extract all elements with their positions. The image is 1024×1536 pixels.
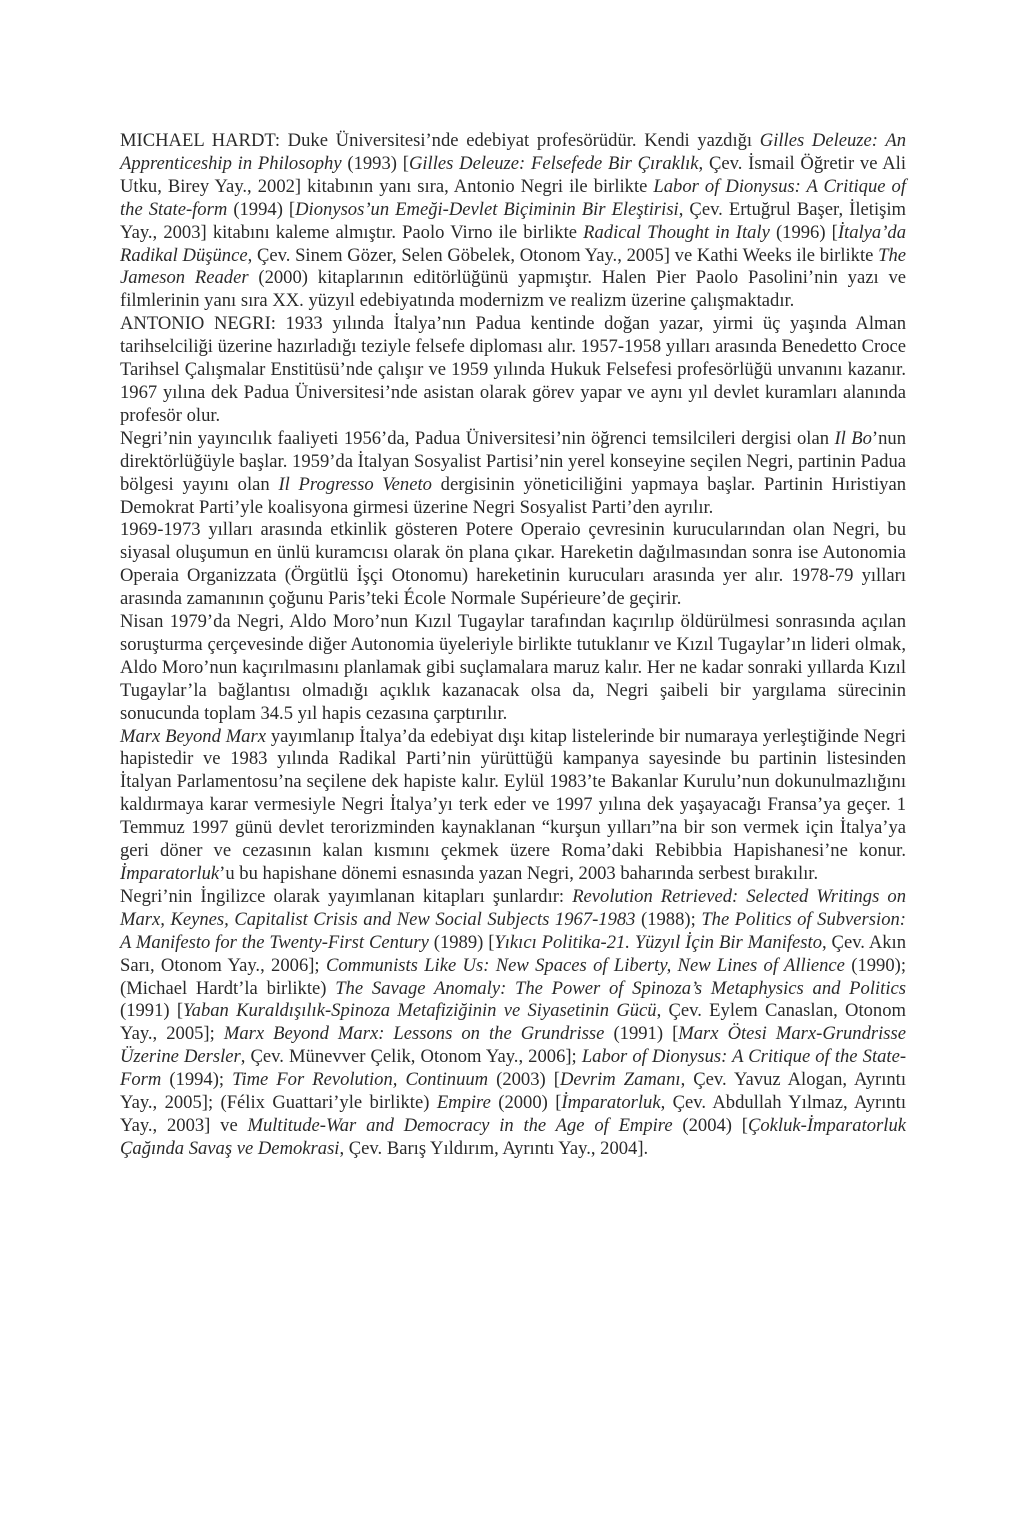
text-run: (1990); (Michael Hardt’la birlikte) [120,954,907,999]
text-run: (2000) [ [490,1092,562,1114]
text-run: (1989) [ [428,931,495,953]
italic-title: Il Progresso Veneto [278,473,432,495]
text-run: (2000) kitaplarının editörlüğünü yapmıştır. Halen Pier Paolo Pasolini’nin yazı ve filmlerinin yanı sıra XX. yüzyıl edebiyatında modernizm ve realizm üzerine çalışmaktadır. [120,267,906,312]
italic-title: Time For Revolution, Continuum [232,1069,489,1091]
text-run: (1988); [635,908,702,930]
italic-title: Gilles Deleuze: An Apprenticeship in Philosophy [120,130,906,174]
italic-title: Yıkıcı Politika-21. Yüzyıl İçin Bir Manifesto [494,931,823,953]
text-run: , Çev. İsmail Öğretir ve Ali Utku, Birey Yay., 2002] kitabının yanı sıra, Antonio Negri ile birlikte [120,152,906,197]
text-run: , Çev. Sinem Gözer, Selen Göbelek, Otonom Yay., 2005] ve Kathi Weeks ile birlikte [247,244,879,266]
text-run: (2003) [ [488,1069,560,1091]
text-run: , Çev. Yavuz Alogan, Ayrıntı Yay., 2005]; (Félix Guattari’yle birlikte) [120,1069,907,1114]
italic-title: Yaban Kuraldışılık-Spinoza Metafiziğinin ve Siyasetinin Gücü [183,1000,657,1022]
paragraph [120,130,906,313]
text-run: (1994) [ [227,198,296,220]
text-run: , Çev. Ertuğrul Başer, İletişim Yay., 2003] kitabını kaleme almıştır. Paolo Virno ile birlikte [120,198,906,243]
text-run: , Çev. Münevver Çelik, Otonom Yay., 2006]; [240,1046,582,1068]
text-run: Negri’nin yayıncılık faaliyeti 1956’da, Padua Üniversitesi’nin öğrenci temsilcileri dergisi olan [120,427,835,449]
text-run: ’nun direktörlüğüyle başlar. 1959’da İtalyan Sosyalist Partisi’nin yerel konseyine seçilen Negri, partinin Padua bölgesi yayını olan [120,427,906,495]
text-run: (1996) [ [769,221,838,243]
text-run: ANTONIO NEGRI: 1933 yılında İtalya’nın Padua kentinde doğan yazar, yirmi üç yaşında Alman tarihselciliği üzerine hazırladığı teziyle felsefe diploması alır. 1957-1958 yılları arasında Benedetto Croce Tarihsel Çalışmalar Enstitüsü’nde çalışır ve 1959 yılında Hukuk Felsefesi profesörlüğü unvanını kazanır. 1967 yılına dek Padua Üniversitesi’nde asistan olarak görev yapar ve aynı yıl devlet kuramları alanında profesör olur. [120,313,906,426]
italic-title: Communists Like Us: New Spaces of Liberty, New Lines of Allience [325,954,845,976]
text-run: Nisan 1979’da Negri, Aldo Moro’nun Kızıl Tugaylar tarafından kaçırılıp öldürülmesi sonrasında açılan soruşturma çerçevesinde diğer Autonomia üyeleriyle birlikte tutuklanır ve Kızıl Tugaylar’ın lideri olmak, Aldo Moro’nun kaçırılmasını planlamak gibi suçlamalara maruz kalır. Her ne kadar sonraki yıllarda Kızıl Tugaylar’la bağlantısı olmadığı açıklık kazanacak olsa da, Negri şaibeli bir yargılama sürecinin sonucunda toplam 34.5 yıl hapis cezasına çarptırılır. [120,611,906,724]
text-run: (1994); [161,1069,233,1091]
text-run: (1991) [ [120,1000,184,1022]
paragraph [120,519,906,611]
text-run: yayımlanıp İtalya’da edebiyat dışı kitap listelerinde bir numaraya yerleştiğinde Negri hapistedir ve 1983 yılında Radikal Parti’nin yürüttüğü kampanya sayesinde bu partinin listesinden İtalyan Parlamentosu’na seçilene dek hapiste kalır. Eylül 1983’te Bakanlar Kurulu’nun dokunulmazlığını kaldırmaya karar vermesiyle Negri İtalya’yı terk eder ve 1997 yılına dek yaşayacağı Fransa’ya geçer. 1 Temmuz 1997 günü devlet terorizminden kaynaklanan “kurşun yılları”na bir son vermek için İtalya’ya geri döner ve cezasının kalan kısmını çekmek üzere Roma’daki Rebibbia Hapishanesi’ne konur. [120,725,907,862]
italic-title: Devrim Zamanı [559,1069,681,1091]
italic-title: The Politics of Subversion: A Manifesto for the Twenty-First Century [120,908,906,953]
text-run: , Çev. Abdullah Yılmaz, Ayrıntı Yay., 2003] ve [120,1092,906,1136]
italic-title: The Savage Anomaly: The Power of Spinoza’s Metaphysics and Politics [335,977,906,999]
italic-title: İtalya’da Radikal Düşünce [120,221,906,266]
italic-title: Marx Beyond Marx [120,725,266,747]
italic-title: İmparatorluk [561,1092,661,1114]
text-run: , Çev. Barış Yıldırım, Ayrıntı Yay., 2004]. [339,1137,649,1159]
paragraph [120,611,906,726]
text-run: 1969-1973 yılları arasında etkinlik gösteren Potere Operaio çevresinin kurucularından olan Negri, bu siyasal oluşumun en ünlü kuramcısı olarak ön plana çıkar. Hareketin dağılmasından sonra ise Autonomia Operaia Organizzata (Örgütlü İşçi Otonomu) hareketinin kurucuları arasında yer alır. 1978-79 yılları arasında zamanının çoğunu Paris’teki École Normale Supérieure’de geçirir. [120,519,906,610]
text-run: , Çev. Eylem Canaslan, Otonom Yay., 2005]; [120,1000,906,1045]
text-run: ’u bu hapishane dönemi esnasında yazan Negri, 2003 baharında serbest bırakılır. [219,863,819,884]
italic-title: Radical Thought in Italy [583,221,770,243]
italic-title: Empire [436,1092,491,1114]
italic-title: The Jameson Reader [120,244,906,289]
italic-title: Dionysos’un Emeği-Devlet Biçiminin Bir Eleştirisi [295,198,679,220]
italic-title: Gilles Deleuze: Felsefede Bir Çıraklık [408,152,699,174]
paragraph [120,726,906,886]
italic-title: Marx Beyond Marx: Lessons on the Grundrisse [223,1023,605,1045]
text-run: MICHAEL HARDT: Duke Üniversitesi’nde edebiyat profesörüdür. Kendi yazdığı [120,130,760,151]
text-run: (1991) [ [604,1023,679,1045]
italic-title: Revolution Retrieved: Selected Writings on Marx, Keynes, Capitalist Crisis and New Social Subjects 1967-1983 [120,885,907,930]
text-run: Negri’nin İngilizce olarak yayımlanan kitapları şunlardır: [120,885,573,907]
italic-title: Il Bo [834,427,872,449]
italic-title: İmparatorluk [120,863,220,884]
page-body [120,130,906,1161]
italic-title: Multitude-War and Democracy in the Age of Empire [247,1114,673,1136]
paragraph [120,886,906,1161]
italic-title: Labor of Dionysus: A Critique of the State-form [120,175,906,220]
italic-title: Çokluk-İmparatorluk Çağında Savaş ve Demokrasi [120,1114,906,1159]
text-run: dergisinin yöneticiliğini yapmaya başlar. Partinin Hıristiyan Demokrat Parti’yle koalisyona girmesi üzerine Negri Sosyalist Parti’den ayrılır. [120,473,906,518]
paragraph [120,313,906,428]
italic-title: Marx Ötesi Marx-Grundrisse Üzerine Dersler [120,1023,907,1068]
paragraph [120,428,906,520]
italic-title: Labor of Dionysus: A Critique of the State-Form [120,1046,907,1091]
text-run: (1993) [ [341,152,409,174]
text-run: (2004) [ [672,1114,748,1136]
text-run: , Çev. Akın Sarı, Otonom Yay., 2006]; [120,931,907,976]
